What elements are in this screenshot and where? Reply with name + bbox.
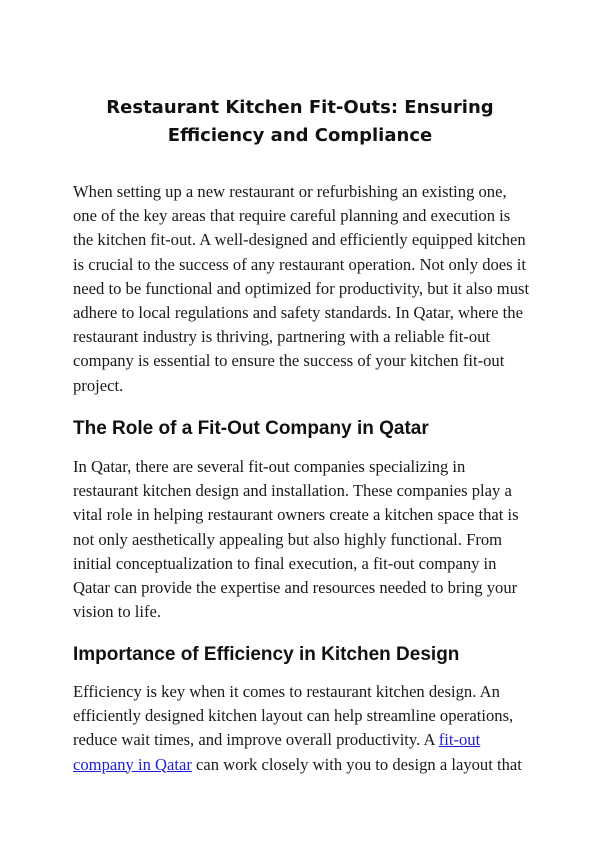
document-title: Restaurant Kitchen Fit-Outs: Ensuring Efficiency and Compliance [106, 97, 494, 146]
fit-out-company-qatar-link[interactable]: fit-out company in Qatar [73, 730, 481, 774]
section-paragraph-importance-of-efficiency [73, 680, 531, 777]
section-paragraph-role-of-fit-out-company: In Qatar, there are several fit-out companies specializing in restaurant kitchen design and installation. These companies play a vital role in helping restaurant owners create a kitchen space that is not only aesthetically appealing but also highly functional. From initial conceptualization to final execution, a fit-out company in Qatar can provide the expertise and resources needed to bring your vision to life. [73, 457, 519, 622]
section-heading-importance-of-efficiency: Importance of Efficiency in Kitchen Design [73, 644, 460, 665]
section-heading-role-of-fit-out-company: The Role of a Fit-Out Company in Qatar [73, 418, 429, 439]
paragraph-text-after-link: can work closely with you to design a layout that [191, 754, 522, 774]
intro-paragraph: When setting up a new restaurant or refurbishing an existing one, one of the key areas that require careful planning and execution is the kitchen fit-out. A well-designed and efficiently equipped kitchen is crucial to the success of any restaurant operation. Not only does it need to be functional and optimized for productivity, but it also must adhere to local regulations and safety standards. In Qatar, where the restaurant industry is thriving, partnering with a reliable fit-out company is essential to ensure the success of your kitchen fit-out project. [73, 182, 530, 395]
paragraph-text-before-link: Efficiency is key when it comes to restaurant kitchen design. An efficiently designed kitchen layout can help streamline operations, reduce wait times, and improve overall productivity. A [73, 682, 514, 750]
